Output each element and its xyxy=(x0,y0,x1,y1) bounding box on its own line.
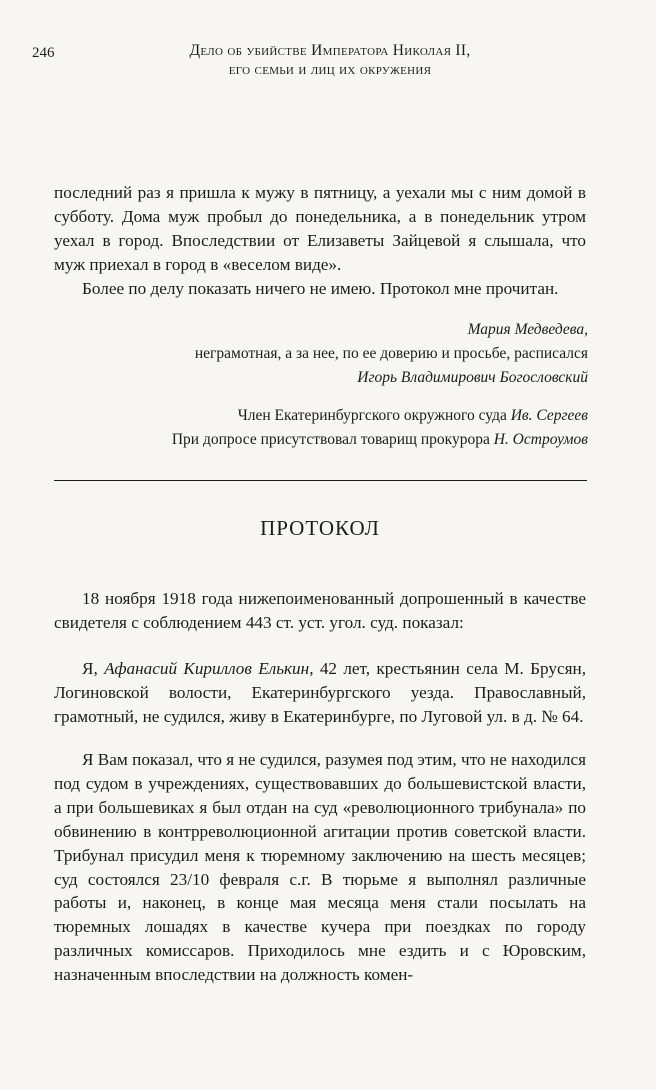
section-divider xyxy=(54,480,587,481)
running-head xyxy=(140,41,520,79)
signer-name: Игорь Владимирович Богословский xyxy=(357,369,588,386)
witness-details: , 42 лет, крестьянин села М. Брусян, Логиновской волости, Екатеринбургского уезда. Православный, грамотный, не судился, живу в Екатеринбурге, по Луговой ул. в д. № 64. xyxy=(54,659,587,726)
prosecutor-title: При допросе присутствовал товарищ прокурора xyxy=(171,431,490,448)
judge-title: Член Екатеринбургского окружного суда xyxy=(237,407,507,424)
judge-name: Ив. Сергеев xyxy=(510,407,588,424)
witness-full-name: Афанасий Кириллов Елькин xyxy=(104,659,310,678)
section-heading: ПРОТОКОЛ xyxy=(260,516,380,540)
prosecutor-name: Н. Остроумов xyxy=(493,431,588,448)
witness-signature xyxy=(468,318,588,342)
protocol-intro: 18 ноября 1918 года нижепоименованный допрошенный в качестве свидетеля с соблюдением 443 ст. уст. угол. суд. показал: xyxy=(54,589,586,632)
witness-prefix: Я, xyxy=(82,659,98,678)
running-head-line-2: его семьи и лиц их окружения xyxy=(228,61,432,78)
judge-signature xyxy=(238,404,588,428)
witness-name: Мария Медведева, xyxy=(467,321,588,338)
signer-signature xyxy=(357,366,588,390)
witness-identity-paragraph xyxy=(54,657,586,729)
protocol-body-paragraph: Я Вам показал, что я не судился, разумея под этим, что не находился под судом в учреждениях, существовавших до большевистской власти, а при большевиках я был отдан на суд «революционного трибунала» по обвинению в контрреволюционной агитации против советской власти. Трибунал присудил меня к тюремному заключению на шесть месяцев; суд состоялся 23/10 февраля с.г. В тюрьме я выполнял различные работы и, наконец, в конце мая месяца меня стали посылать на тюремных лошадях в качестве кучера при поездках по городу различных комиссаров. Приходилось мне ездить и с Юровским, назначенным впоследствии на должность комен- xyxy=(54,750,586,985)
running-head-line-1: Дело об убийстве Императора Николая II, xyxy=(189,42,471,59)
testimony-paragraph-1: последний раз я пришла к мужу в пятницу, а уехали мы с ним домой в субботу. Дома муж пробыл до понедельника, а в понедельник утром уехал в город. Впоследствии от Елизаветы Зайцевой я слышала, что муж приехал в город в «веселом виде». xyxy=(54,183,586,274)
page-number: 246 xyxy=(32,45,55,61)
testimony-paragraph-2: Более по делу показать ничего не имею. Протокол мне прочитан. xyxy=(82,279,559,298)
prosecutor-signature xyxy=(172,428,588,452)
witness-note: неграмотная, а за нее, по ее доверию и просьбе, расписался xyxy=(194,345,588,362)
